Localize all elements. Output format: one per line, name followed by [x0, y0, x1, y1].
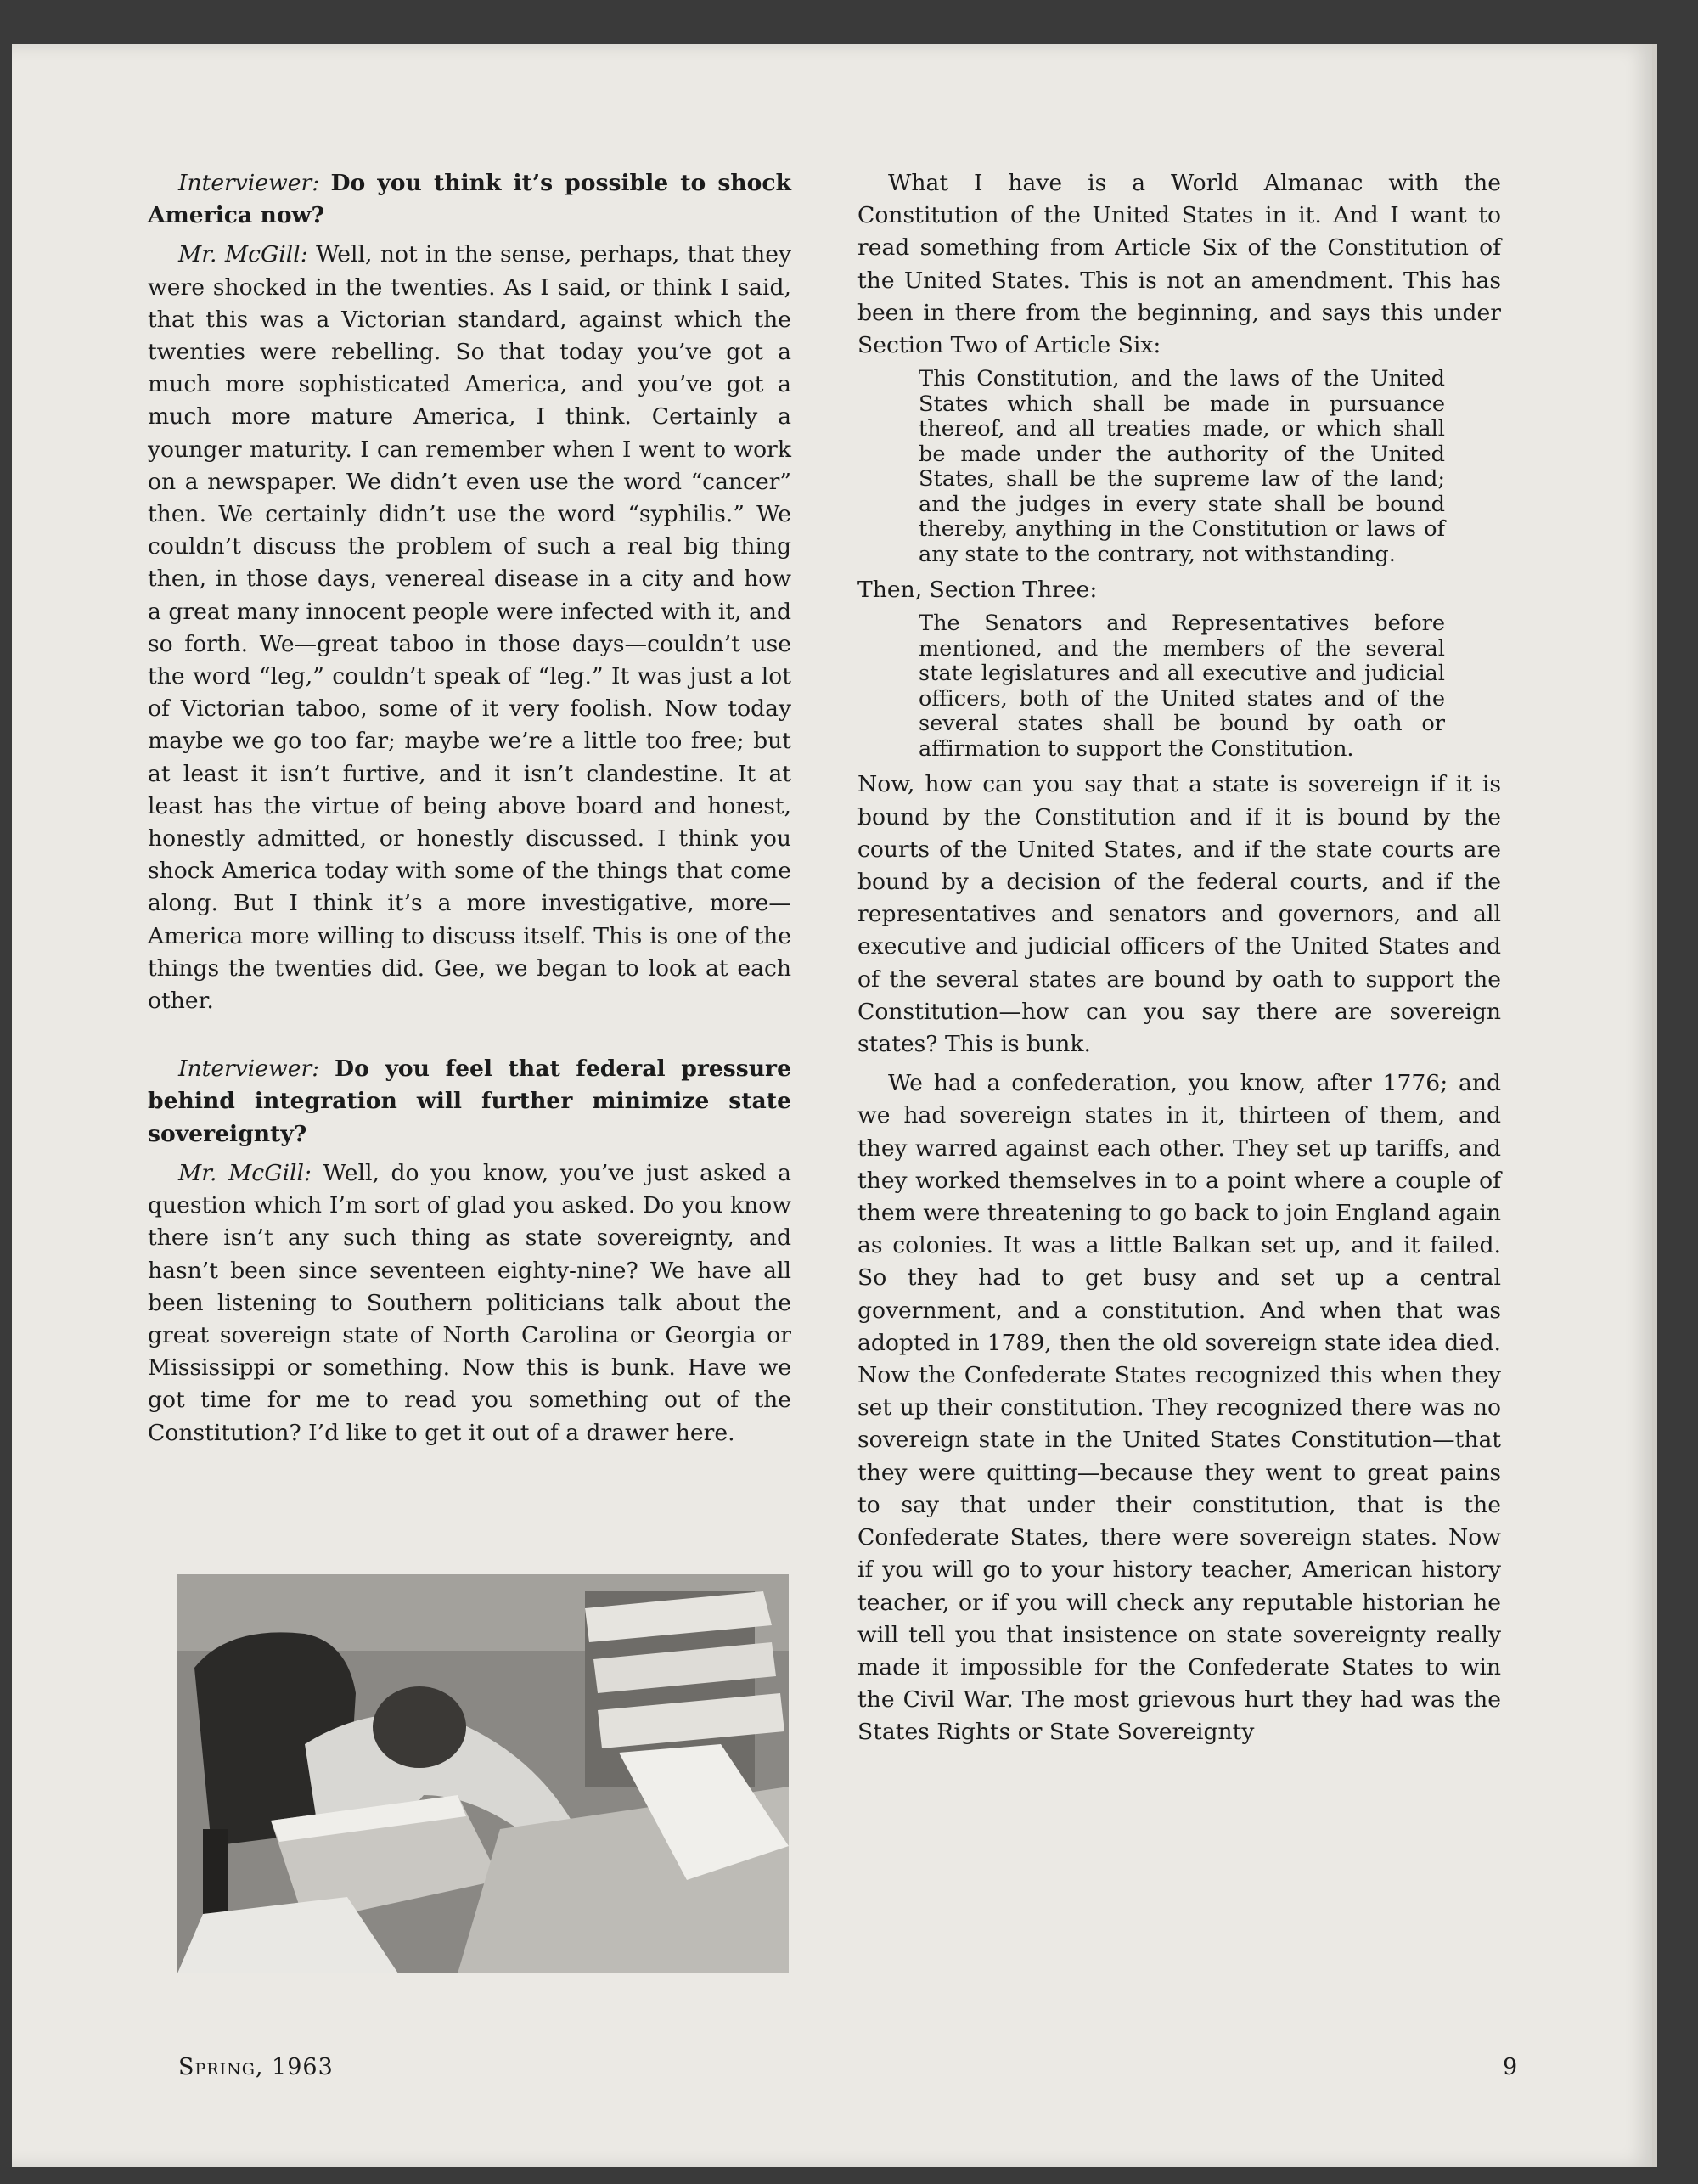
paragraph: What I have is a World Almanac with the Constitution of the United States in it. And I want to read something from Article Six of the Constitution of the United States. This is not an amendment. This has been in there from the beginning, and says this under Section Two of Article Six: — [857, 170, 1501, 359]
left-column — [148, 167, 791, 1449]
right-column — [857, 167, 1501, 1749]
interview-answer-2 — [148, 1157, 791, 1449]
constitution-quote-section-two: This Constitution, and the laws of the United States which shall be made in pursuance thereof, and all treaties made, or which shall be made under the authority of the United States, shall be the supreme law of the land; and the judges in every state shall be bound thereby, anything in the Constitution or laws of any state to the contrary, not withstanding. — [919, 366, 1445, 567]
question-text: Do you think it’s possible to shock America now? — [148, 170, 791, 229]
page-number: 9 — [1503, 2054, 1518, 2080]
speaker-label: Mr. McGill: — [178, 241, 308, 268]
question-text: Do you feel that federal pressure behind integration will further minimize state sovereignty? — [148, 1055, 791, 1147]
interview-answer-1 — [148, 239, 791, 1017]
answer-text: Well, do you know, you’ve just asked a question which I’m sort of glad you asked. Do you know there isn’t any such thing as state sovereignty, and hasn’t been since seventeen eighty-nine? We have all been listening to Southern politicians talk about the great sovereign state of North Carolina or Georgia or Mississippi or something. Now this is bunk. Have we got time for me to read you something out of the Constitution? I’d like to get it out of a drawer here. — [148, 1159, 791, 1446]
man-head — [373, 1686, 466, 1768]
paragraph-spacer — [148, 1017, 791, 1053]
answer-text: Well, not in the sense, perhaps, that they were shocked in the twenties. As I said, or think I said, that this was a Victorian standard, against which the twenties were rebelling. So that today you’ve got a much more sophisticated America, and you’ve got a much more mature America, I think. Certainly a younger maturity. I can remember when I went to work on a newspaper. We didn’t even use the word “cancer” then. We certainly didn’t use the word “syphilis.” We couldn’t discuss the problem of such a real big thing then, in those days, venereal disease in a city and how a great many innocent people were infected with it, and so forth. We—great taboo in those days—couldn’t use the word “leg,” couldn’t speak of “leg.” It was just a lot of Victorian taboo, some of it very foolish. Now today maybe we go too far; maybe we’re a little too free; but at least it isn’t furtive, and it isn’t clandestine. It at least has the virtue of being above board and honest, honestly admitted, or honestly discussed. I think you shock America today with some of the things that come along. But I think it’s a more investigative, more—America more willing to discuss itself. This is one of the things the twenties did. Gee, we began to look at each other. — [148, 241, 791, 1015]
speaker-label: Interviewer: — [178, 170, 320, 196]
paragraph: We had a confederation, you know, after 1776; and we had sovereign states in it, thirteen of them, and they warred against each other. They set up tariffs, and they worked themselves in to a point where a couple of them were threatening to go back to join England again as colonies. It was a little Balkan set up, and it failed. So they had to get busy and set up a central government, and a constitution. And when that was adopted in 1789, then the old sovereign state idea died. Now the Confederate States recognized this when they set up their constitution. They recognized there was no sovereign state in the United States Constitution—that they were quitting—because they went to great pains to say that under their constitution, that is the Confederate States, there were sovereign states. Now if you will go to your history teacher, American history teacher, or if you will check any reputable historian he will tell you that insistence on state sovereignty really made it impossible for the Confederate States to win the Civil War. The most grievous hurt they had was the States Rights or State Sovereignty — [857, 1070, 1501, 1746]
section-three-label: Then, Section Three: — [857, 577, 1098, 604]
photo-drawing — [177, 1574, 789, 1973]
issue-date: Spring, 1963 — [178, 2054, 334, 2080]
office-photograph — [177, 1574, 789, 1973]
magazine-page — [12, 44, 1657, 2167]
constitution-quote-section-three: The Senators and Representatives before mentioned, and the members of the several state legislatures and all executive and judicial officers, both of the United states and of the several states shall be bound by oath or affirmation to support the Constitution. — [919, 611, 1445, 762]
speaker-label: Mr. McGill: — [178, 1159, 312, 1186]
speaker-label: Interviewer: — [178, 1055, 320, 1083]
interview-question-1 — [148, 167, 791, 232]
paragraph: Now, how can you say that a state is sovereign if it is bound by the Constitution and if it is bound by the courts of the United States, and if the state courts are bound by a decision of the federal courts, and if the representatives and senators and governors, and all executive and judicial officers of the United States and of the several states are bound by oath to support the Constitution—how can you say there are sovereign states? This is bunk. — [857, 771, 1501, 1058]
interview-question-2 — [148, 1053, 791, 1151]
